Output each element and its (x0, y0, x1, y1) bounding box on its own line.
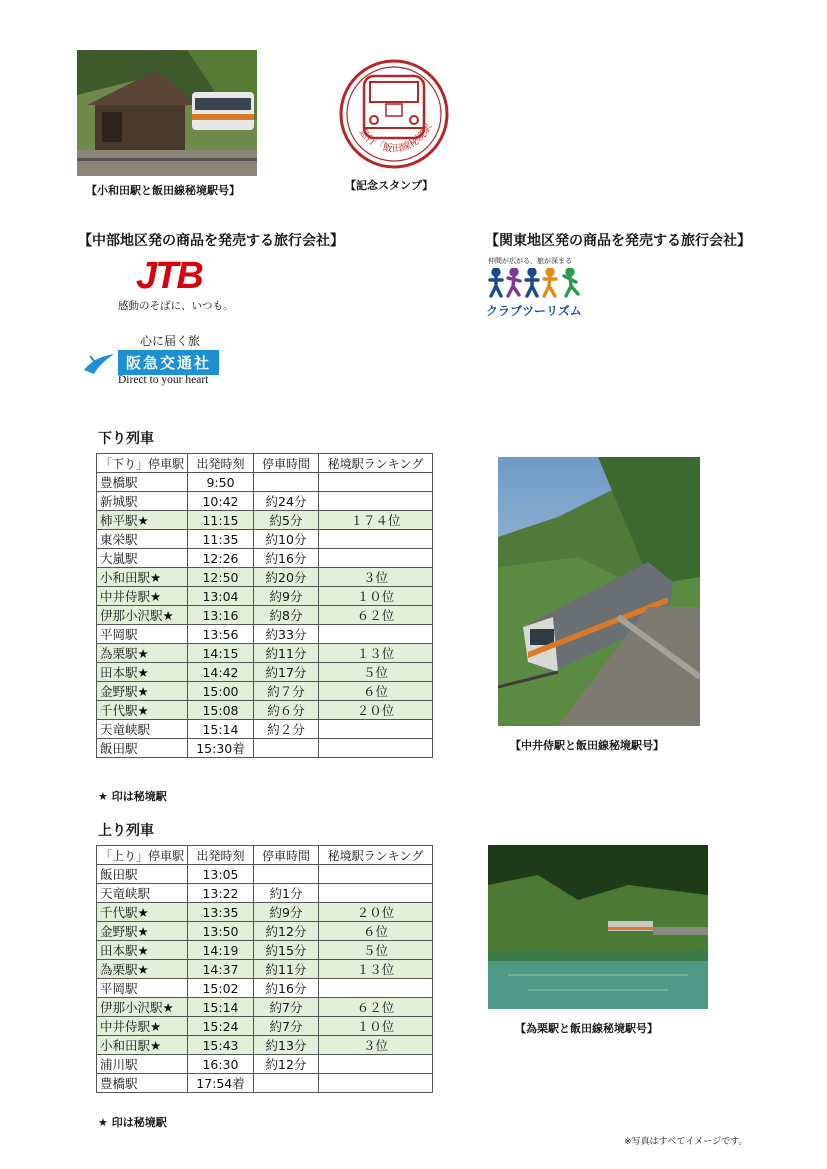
kanto-agencies-title: 【関東地区発の商品を発売する旅行会社】 (485, 233, 751, 249)
up-timetable-row (97, 998, 433, 1017)
down-timetable (96, 453, 433, 758)
up-cell-time: 15:24 (188, 1017, 254, 1036)
down-cell-time: 13:56 (188, 625, 254, 644)
up-cell-stop (254, 865, 319, 884)
down-timetable-row (97, 739, 433, 758)
up-cell-rank (319, 979, 433, 998)
down-cell-rank (319, 530, 433, 549)
down-cell-stop: 約２分 (254, 720, 319, 739)
up-note: ★ 印は秘境駅 (98, 1116, 167, 1129)
up-cell-stop: 約13分 (254, 1036, 319, 1055)
down-train-title: 下り列車 (98, 431, 154, 447)
down-cell-stop: 約６分 (254, 701, 319, 720)
down-timetable-row (97, 473, 433, 492)
down-cell-rank (319, 739, 433, 758)
down-timetable-header (97, 454, 433, 473)
down-timetable-row (97, 701, 433, 720)
up-cell-time: 13:05 (188, 865, 254, 884)
down-cell-time: 15:30着 (188, 739, 254, 758)
down-cell-rank (319, 549, 433, 568)
up-timetable-row (97, 1036, 433, 1055)
chubu-agencies-title: 【中部地区発の商品を発売する旅行会社】 (78, 233, 344, 249)
jtb-tagline: 感動のそばに、いつも。 (118, 300, 234, 312)
up-timetable-row (97, 884, 433, 903)
down-header-station: 「下り」停車駅 (97, 454, 188, 473)
down-header-time: 出発時刻 (188, 454, 254, 473)
up-cell-time: 16:30 (188, 1055, 254, 1074)
down-cell-station: 柿平駅★ (97, 511, 188, 530)
up-cell-station: 為栗駅★ (97, 960, 188, 979)
down-cell-rank: １３位 (319, 644, 433, 663)
up-cell-station: 小和田駅★ (97, 1036, 188, 1055)
down-timetable-row (97, 644, 433, 663)
up-cell-stop: 約7分 (254, 998, 319, 1017)
up-cell-rank: ３位 (319, 1036, 433, 1055)
down-cell-rank (319, 625, 433, 644)
up-cell-station: 千代駅★ (97, 903, 188, 922)
club-tourism-name: クラブツーリズム (486, 304, 582, 318)
down-cell-rank (319, 492, 433, 511)
up-timetable-row (97, 979, 433, 998)
down-cell-rank: ３位 (319, 568, 433, 587)
down-timetable-row (97, 625, 433, 644)
shiwagura-station-photo (488, 845, 708, 1009)
up-timetable-row (97, 960, 433, 979)
up-header-time: 出発時刻 (188, 846, 254, 865)
down-cell-time: 15:00 (188, 682, 254, 701)
up-cell-time: 13:35 (188, 903, 254, 922)
down-cell-rank: １０位 (319, 587, 433, 606)
nakaiijiri-photo-caption: 【中井侍駅と飯田線秘境駅号】 (510, 739, 664, 752)
down-note: ★ 印は秘境駅 (98, 790, 167, 803)
up-cell-stop: 約12分 (254, 1055, 319, 1074)
up-cell-station: 豊橋駅 (97, 1074, 188, 1093)
down-timetable-row (97, 720, 433, 739)
up-cell-rank: ６２位 (319, 998, 433, 1017)
down-cell-time: 9:50 (188, 473, 254, 492)
up-timetable-row (97, 941, 433, 960)
shiwagura-photo-caption: 【為栗駅と飯田線秘境駅号】 (515, 1022, 658, 1035)
up-train-title: 上り列車 (98, 823, 154, 839)
up-cell-stop: 約15分 (254, 941, 319, 960)
up-cell-station: 中井侍駅★ (97, 1017, 188, 1036)
up-header-stop: 停車時間 (254, 846, 319, 865)
down-cell-rank (319, 473, 433, 492)
up-cell-time: 13:22 (188, 884, 254, 903)
down-cell-stop: 約9分 (254, 587, 319, 606)
down-cell-time: 14:42 (188, 663, 254, 682)
down-header-rank: 秘境駅ランキング (319, 454, 433, 473)
up-cell-time: 15:14 (188, 998, 254, 1017)
down-cell-station: 平岡駅 (97, 625, 188, 644)
kowada-station-photo (77, 50, 257, 176)
down-cell-stop: 約33分 (254, 625, 319, 644)
footnote: ※写真はすべてイメージです。 (624, 1137, 748, 1147)
up-cell-station: 浦川駅 (97, 1055, 188, 1074)
down-timetable-row (97, 663, 433, 682)
down-cell-stop (254, 473, 319, 492)
down-cell-stop: 約8分 (254, 606, 319, 625)
down-header-stop: 停車時間 (254, 454, 319, 473)
down-cell-station: 中井侍駅★ (97, 587, 188, 606)
up-cell-station: 飯田駅 (97, 865, 188, 884)
up-cell-station: 伊那小沢駅★ (97, 998, 188, 1017)
up-cell-rank: １３位 (319, 960, 433, 979)
down-cell-station: 大嵐駅 (97, 549, 188, 568)
down-cell-station: 東栄駅 (97, 530, 188, 549)
up-cell-rank: ６位 (319, 922, 433, 941)
up-cell-time: 15:43 (188, 1036, 254, 1055)
down-cell-rank: ６位 (319, 682, 433, 701)
stamp-caption: 【記念スタンプ】 (345, 179, 434, 192)
up-timetable (96, 845, 433, 1093)
down-timetable-row (97, 530, 433, 549)
club-tourism-figures-icon (486, 268, 586, 300)
down-cell-time: 13:16 (188, 606, 254, 625)
up-cell-time: 17:54着 (188, 1074, 254, 1093)
down-cell-station: 天竜峡駅 (97, 720, 188, 739)
hankyu-name: 阪急交通社 (118, 350, 219, 375)
up-timetable-header (97, 846, 433, 865)
up-cell-stop: 約11分 (254, 960, 319, 979)
down-cell-station: 為栗駅★ (97, 644, 188, 663)
down-cell-rank: １７４位 (319, 511, 433, 530)
down-timetable-row (97, 492, 433, 511)
up-cell-time: 14:37 (188, 960, 254, 979)
down-timetable-row (97, 606, 433, 625)
down-cell-rank: ６２位 (319, 606, 433, 625)
down-cell-station: 千代駅★ (97, 701, 188, 720)
down-cell-time: 12:50 (188, 568, 254, 587)
up-cell-time: 15:02 (188, 979, 254, 998)
down-cell-time: 15:08 (188, 701, 254, 720)
up-cell-rank (319, 1055, 433, 1074)
down-timetable-row (97, 587, 433, 606)
up-cell-rank (319, 865, 433, 884)
club-tourism-logo (486, 256, 596, 318)
down-cell-rank: ２０位 (319, 701, 433, 720)
down-cell-station: 飯田駅 (97, 739, 188, 758)
up-cell-stop: 約7分 (254, 1017, 319, 1036)
hankyu-tagline-bottom: Direct to your heart (118, 374, 209, 386)
hankyu-bird-icon (82, 348, 116, 378)
down-cell-stop: 約5分 (254, 511, 319, 530)
nakaiijiri-station-photo (498, 457, 700, 726)
down-cell-stop: 約17分 (254, 663, 319, 682)
down-cell-time: 10:42 (188, 492, 254, 511)
up-timetable-row (97, 1017, 433, 1036)
down-cell-stop: 約24分 (254, 492, 319, 511)
hankyu-logo (82, 332, 232, 390)
down-cell-rank: ５位 (319, 663, 433, 682)
up-timetable-row (97, 1055, 433, 1074)
up-cell-stop: 約1分 (254, 884, 319, 903)
down-cell-time: 11:35 (188, 530, 254, 549)
down-cell-stop: 約16分 (254, 549, 319, 568)
down-cell-station: 伊那小沢駅★ (97, 606, 188, 625)
up-cell-stop (254, 1074, 319, 1093)
up-cell-station: 田本駅★ (97, 941, 188, 960)
down-cell-stop: 約11分 (254, 644, 319, 663)
hankyu-tagline-top: 心に届く旅 (140, 334, 201, 348)
down-cell-time: 13:04 (188, 587, 254, 606)
kowada-photo-caption: 【小和田駅と飯田線秘境駅号】 (86, 184, 240, 197)
up-header-station: 「上り」停車駅 (97, 846, 188, 865)
up-timetable-row (97, 1074, 433, 1093)
up-cell-time: 13:50 (188, 922, 254, 941)
up-cell-rank: ２０位 (319, 903, 433, 922)
commemorative-stamp (338, 58, 450, 170)
up-cell-station: 天竜峡駅 (97, 884, 188, 903)
up-cell-rank (319, 1074, 433, 1093)
up-cell-station: 金野駅★ (97, 922, 188, 941)
down-timetable-row (97, 549, 433, 568)
jtb-logo-mark: JTB (136, 255, 202, 297)
down-cell-time: 11:15 (188, 511, 254, 530)
down-cell-station: 小和田駅★ (97, 568, 188, 587)
down-cell-rank (319, 720, 433, 739)
up-cell-rank: ５位 (319, 941, 433, 960)
club-tourism-tagline: 仲間が広がる、旅が深まる (488, 257, 572, 265)
down-cell-stop: 約20分 (254, 568, 319, 587)
stamp-text: 急行「飯田線秘境駅 (356, 122, 435, 155)
up-cell-stop: 約12分 (254, 922, 319, 941)
down-cell-stop: 約７分 (254, 682, 319, 701)
up-cell-stop: 約16分 (254, 979, 319, 998)
up-timetable-row (97, 922, 433, 941)
up-cell-time: 14:19 (188, 941, 254, 960)
up-header-rank: 秘境駅ランキング (319, 846, 433, 865)
up-timetable-row (97, 865, 433, 884)
down-cell-station: 田本駅★ (97, 663, 188, 682)
down-cell-stop: 約10分 (254, 530, 319, 549)
down-timetable-row (97, 682, 433, 701)
down-cell-time: 12:26 (188, 549, 254, 568)
jtb-logo (118, 256, 238, 318)
up-cell-stop: 約9分 (254, 903, 319, 922)
up-timetable-row (97, 903, 433, 922)
down-cell-station: 金野駅★ (97, 682, 188, 701)
up-cell-rank: １０位 (319, 1017, 433, 1036)
down-cell-time: 14:15 (188, 644, 254, 663)
down-timetable-row (97, 568, 433, 587)
up-cell-station: 平岡駅 (97, 979, 188, 998)
down-timetable-row (97, 511, 433, 530)
down-cell-time: 15:14 (188, 720, 254, 739)
down-cell-station: 新城駅 (97, 492, 188, 511)
down-cell-station: 豊橋駅 (97, 473, 188, 492)
down-cell-stop (254, 739, 319, 758)
up-cell-rank (319, 884, 433, 903)
